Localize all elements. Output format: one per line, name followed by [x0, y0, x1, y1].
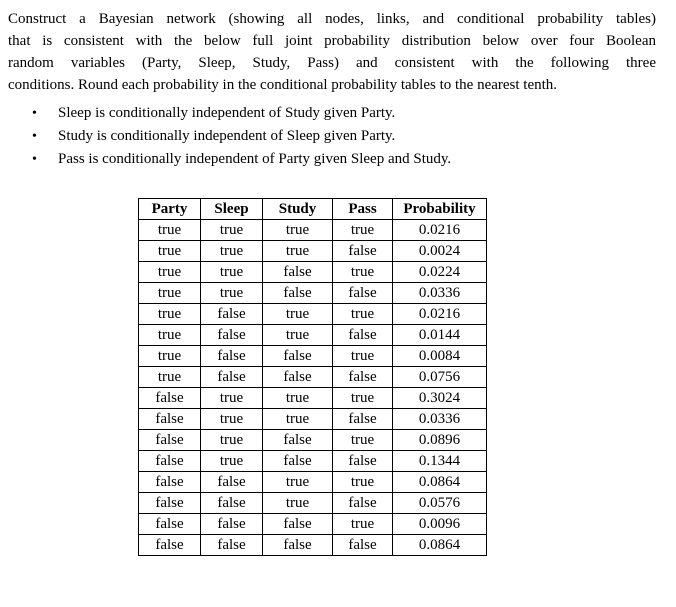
cell-study: true — [263, 325, 333, 346]
condition-text: Sleep is conditionally independent of Study given Party. — [58, 105, 396, 121]
cell-study: false — [263, 514, 333, 535]
question-line: that is consistent with the below full joint probability distribution below over four Boolean — [8, 33, 656, 49]
cell-study: true — [263, 409, 333, 430]
header-probability: Probability — [393, 199, 487, 220]
table-row — [139, 409, 487, 430]
cell-party: true — [139, 220, 201, 241]
cell-pass: false — [333, 367, 393, 388]
cell-study: true — [263, 472, 333, 493]
joint-probability-table — [138, 198, 487, 556]
cell-sleep: true — [201, 283, 263, 304]
cell-pass: true — [333, 220, 393, 241]
bullet-icon: • — [32, 106, 37, 121]
cell-probability: 0.0216 — [393, 304, 487, 325]
cell-probability: 0.0896 — [393, 430, 487, 451]
cell-study: false — [263, 451, 333, 472]
cell-sleep: true — [201, 451, 263, 472]
cell-party: true — [139, 367, 201, 388]
header-sleep: Sleep — [201, 199, 263, 220]
table-row — [139, 472, 487, 493]
cell-sleep: false — [201, 535, 263, 556]
header-study: Study — [263, 199, 333, 220]
cell-party: false — [139, 493, 201, 514]
table-row — [139, 283, 487, 304]
cell-party: false — [139, 535, 201, 556]
question-line: random variables (Party, Sleep, Study, Pass) and consistent with the following three — [8, 55, 656, 71]
cell-study: false — [263, 430, 333, 451]
table-row — [139, 514, 487, 535]
cell-sleep: false — [201, 304, 263, 325]
cell-party: false — [139, 409, 201, 430]
cell-sleep: true — [201, 241, 263, 262]
condition-item — [32, 125, 451, 148]
cell-sleep: false — [201, 472, 263, 493]
cell-pass: true — [333, 346, 393, 367]
header-pass: Pass — [333, 199, 393, 220]
cell-probability: 0.0144 — [393, 325, 487, 346]
cell-pass: true — [333, 388, 393, 409]
cell-pass: true — [333, 304, 393, 325]
cell-probability: 0.0864 — [393, 535, 487, 556]
cell-party: false — [139, 472, 201, 493]
cell-sleep: true — [201, 220, 263, 241]
cell-pass: false — [333, 325, 393, 346]
cell-probability: 0.0336 — [393, 283, 487, 304]
cell-study: false — [263, 346, 333, 367]
cell-study: true — [263, 304, 333, 325]
cell-probability: 0.0756 — [393, 367, 487, 388]
table-row — [139, 220, 487, 241]
table-row — [139, 535, 487, 556]
cell-probability: 0.0864 — [393, 472, 487, 493]
cell-party: true — [139, 262, 201, 283]
condition-text: Study is conditionally independent of Sleep given Party. — [58, 128, 396, 144]
cell-study: true — [263, 388, 333, 409]
bullet-icon: • — [32, 129, 37, 144]
question-line: conditions. Round each probability in the conditional probability tables to the nearest tenth. — [8, 77, 558, 93]
cell-sleep: false — [201, 367, 263, 388]
condition-item — [32, 148, 451, 171]
cell-sleep: true — [201, 409, 263, 430]
cell-party: false — [139, 451, 201, 472]
cell-pass: false — [333, 241, 393, 262]
cell-pass: false — [333, 409, 393, 430]
cell-sleep: false — [201, 493, 263, 514]
cell-party: true — [139, 241, 201, 262]
table-row — [139, 241, 487, 262]
cell-probability: 0.0096 — [393, 514, 487, 535]
cell-party: false — [139, 514, 201, 535]
cell-party: false — [139, 388, 201, 409]
table-row — [139, 262, 487, 283]
cell-study: true — [263, 220, 333, 241]
question-line: Construct a Bayesian network (showing all nodes, links, and conditional probability tables) — [8, 11, 656, 27]
table-row — [139, 388, 487, 409]
bullet-icon: • — [32, 152, 37, 167]
cell-pass: true — [333, 262, 393, 283]
cell-study: false — [263, 262, 333, 283]
cell-sleep: true — [201, 262, 263, 283]
cell-probability: 0.3024 — [393, 388, 487, 409]
cell-probability: 0.0576 — [393, 493, 487, 514]
cell-party: true — [139, 325, 201, 346]
cell-pass: false — [333, 283, 393, 304]
table-row — [139, 451, 487, 472]
cell-sleep: false — [201, 514, 263, 535]
table-row — [139, 304, 487, 325]
table-body — [139, 220, 487, 556]
cell-study: false — [263, 535, 333, 556]
cell-study: true — [263, 493, 333, 514]
cell-pass: false — [333, 535, 393, 556]
table-row — [139, 346, 487, 367]
table-header-row — [139, 199, 487, 220]
cell-sleep: false — [201, 346, 263, 367]
table-row — [139, 493, 487, 514]
cell-probability: 0.0336 — [393, 409, 487, 430]
cell-study: false — [263, 367, 333, 388]
condition-item — [32, 102, 451, 125]
cell-study: true — [263, 241, 333, 262]
cell-pass: true — [333, 472, 393, 493]
cell-sleep: false — [201, 325, 263, 346]
cell-probability: 0.0216 — [393, 220, 487, 241]
cell-pass: false — [333, 493, 393, 514]
cell-party: true — [139, 304, 201, 325]
table-row — [139, 325, 487, 346]
table-row — [139, 430, 487, 451]
cell-sleep: true — [201, 430, 263, 451]
cell-pass: true — [333, 430, 393, 451]
cell-pass: false — [333, 451, 393, 472]
cell-probability: 0.0024 — [393, 241, 487, 262]
header-party: Party — [139, 199, 201, 220]
cell-probability: 0.0224 — [393, 262, 487, 283]
cell-party: true — [139, 346, 201, 367]
cell-pass: true — [333, 514, 393, 535]
table-row — [139, 367, 487, 388]
cell-probability: 0.0084 — [393, 346, 487, 367]
conditions-list — [32, 102, 451, 171]
condition-text: Pass is conditionally independent of Party given Sleep and Study. — [58, 151, 452, 167]
cell-study: false — [263, 283, 333, 304]
cell-party: true — [139, 283, 201, 304]
cell-probability: 0.1344 — [393, 451, 487, 472]
question-text — [8, 8, 656, 96]
cell-sleep: true — [201, 388, 263, 409]
cell-party: false — [139, 430, 201, 451]
